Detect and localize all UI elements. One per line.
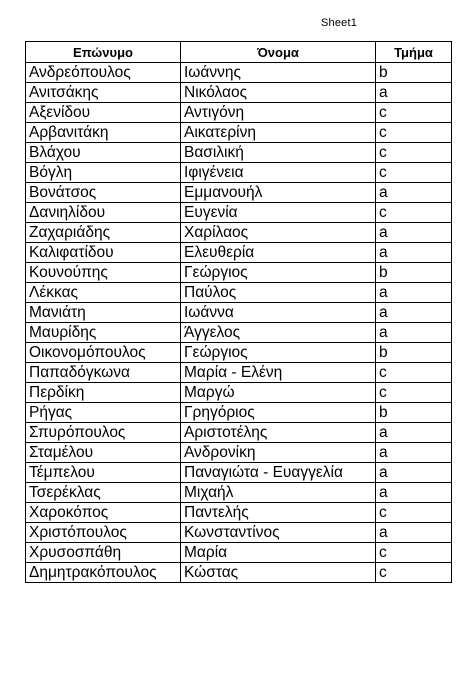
surname-cell: Λέκκας bbox=[26, 283, 181, 303]
first-name-cell: Νικόλαος bbox=[181, 83, 376, 103]
table-row bbox=[26, 323, 452, 343]
class-cell: c bbox=[376, 383, 452, 403]
table-row bbox=[26, 343, 452, 363]
class-cell: a bbox=[376, 283, 452, 303]
surname-cell: Ανδρεόπουλος bbox=[26, 63, 181, 83]
surname-cell: Ζαχαριάδης bbox=[26, 223, 181, 243]
first-name-cell: Ιωάννα bbox=[181, 303, 376, 323]
table-row bbox=[26, 183, 452, 203]
class-cell: a bbox=[376, 243, 452, 263]
table-row bbox=[26, 243, 452, 263]
table-row bbox=[26, 303, 452, 323]
surname-cell: Βόγλη bbox=[26, 163, 181, 183]
first-name-cell: Ελευθερία bbox=[181, 243, 376, 263]
surname-cell: Αρβανιτάκη bbox=[26, 123, 181, 143]
first-name-cell: Ιφιγένεια bbox=[181, 163, 376, 183]
surname-cell: Μανιάτη bbox=[26, 303, 181, 323]
table-body bbox=[26, 63, 452, 583]
surname-cell: Σπυρόπουλος bbox=[26, 423, 181, 443]
table-row bbox=[26, 443, 452, 463]
class-cell: a bbox=[376, 223, 452, 243]
table-row bbox=[26, 83, 452, 103]
first-name-cell: Παντελής bbox=[181, 503, 376, 523]
table-row bbox=[26, 223, 452, 243]
class-cell: a bbox=[376, 423, 452, 443]
surname-cell: Αξενίδου bbox=[26, 103, 181, 123]
table-row bbox=[26, 283, 452, 303]
class-cell: a bbox=[376, 323, 452, 343]
first-name-cell: Ιωάννης bbox=[181, 63, 376, 83]
first-name-cell: Κώστας bbox=[181, 563, 376, 583]
class-cell: a bbox=[376, 183, 452, 203]
table-row bbox=[26, 63, 452, 83]
table-row bbox=[26, 543, 452, 563]
table-row bbox=[26, 483, 452, 503]
surname-cell: Χρυσοσπάθη bbox=[26, 543, 181, 563]
column-header-surname: Επώνυμο bbox=[26, 42, 181, 63]
class-cell: c bbox=[376, 503, 452, 523]
class-cell: c bbox=[376, 163, 452, 183]
first-name-cell: Γεώργιος bbox=[181, 263, 376, 283]
table-row bbox=[26, 103, 452, 123]
table-row bbox=[26, 363, 452, 383]
first-name-cell: Αριστοτέλης bbox=[181, 423, 376, 443]
first-name-cell: Κωνσταντίνος bbox=[181, 523, 376, 543]
class-cell: a bbox=[376, 483, 452, 503]
surname-cell: Τσερέκλας bbox=[26, 483, 181, 503]
class-cell: c bbox=[376, 143, 452, 163]
class-cell: a bbox=[376, 303, 452, 323]
table-row bbox=[26, 163, 452, 183]
table-row bbox=[26, 143, 452, 163]
first-name-cell: Παναγιώτα - Ευαγγελία bbox=[181, 463, 376, 483]
table-row bbox=[26, 203, 452, 223]
table-row bbox=[26, 563, 452, 583]
class-cell: b bbox=[376, 403, 452, 423]
surname-cell: Περδίκη bbox=[26, 383, 181, 403]
first-name-cell: Άγγελος bbox=[181, 323, 376, 343]
first-name-cell: Αντιγόνη bbox=[181, 103, 376, 123]
surname-cell: Δανιηλίδου bbox=[26, 203, 181, 223]
sheet-title: Sheet1 bbox=[321, 17, 358, 29]
surname-cell: Ανιτσάκης bbox=[26, 83, 181, 103]
class-cell: a bbox=[376, 83, 452, 103]
surname-cell: Βλάχου bbox=[26, 143, 181, 163]
class-cell: c bbox=[376, 103, 452, 123]
first-name-cell: Ευγενία bbox=[181, 203, 376, 223]
surname-cell: Ρήγας bbox=[26, 403, 181, 423]
first-name-cell: Χαρίλαος bbox=[181, 223, 376, 243]
surname-cell: Καλιφατίδου bbox=[26, 243, 181, 263]
class-cell: c bbox=[376, 123, 452, 143]
first-name-cell: Γρηγόριος bbox=[181, 403, 376, 423]
class-cell: b bbox=[376, 263, 452, 283]
first-name-cell: Μαρία bbox=[181, 543, 376, 563]
surname-cell: Κουνούπης bbox=[26, 263, 181, 283]
surname-cell: Σταμέλου bbox=[26, 443, 181, 463]
class-cell: c bbox=[376, 363, 452, 383]
table-row bbox=[26, 123, 452, 143]
surname-cell: Παπαδόγκωνα bbox=[26, 363, 181, 383]
table-row bbox=[26, 263, 452, 283]
surname-cell: Βονάτσος bbox=[26, 183, 181, 203]
class-cell: c bbox=[376, 543, 452, 563]
first-name-cell: Μαρία - Ελένη bbox=[181, 363, 376, 383]
surname-cell: Χαροκόπος bbox=[26, 503, 181, 523]
class-cell: c bbox=[376, 203, 452, 223]
table-row bbox=[26, 423, 452, 443]
column-header-class: Τμήμα bbox=[376, 42, 452, 63]
first-name-cell: Παύλος bbox=[181, 283, 376, 303]
surname-cell: Μαυρίδης bbox=[26, 323, 181, 343]
class-cell: b bbox=[376, 343, 452, 363]
column-header-first-name: Όνομα bbox=[181, 42, 376, 63]
class-cell: c bbox=[376, 563, 452, 583]
class-cell: b bbox=[376, 63, 452, 83]
student-table bbox=[25, 41, 452, 583]
table-row bbox=[26, 463, 452, 483]
first-name-cell: Γεώργιος bbox=[181, 343, 376, 363]
first-name-cell: Αικατερίνη bbox=[181, 123, 376, 143]
class-cell: a bbox=[376, 523, 452, 543]
table-row bbox=[26, 523, 452, 543]
table-header-row bbox=[26, 42, 452, 63]
first-name-cell: Μαργώ bbox=[181, 383, 376, 403]
table-row bbox=[26, 403, 452, 423]
first-name-cell: Ανδρονίκη bbox=[181, 443, 376, 463]
surname-cell: Δημητρακόπουλος bbox=[26, 563, 181, 583]
table-row bbox=[26, 383, 452, 403]
class-cell: a bbox=[376, 463, 452, 483]
surname-cell: Οικονομόπουλος bbox=[26, 343, 181, 363]
first-name-cell: Εμμανουήλ bbox=[181, 183, 376, 203]
first-name-cell: Βασιλική bbox=[181, 143, 376, 163]
surname-cell: Χριστόπουλος bbox=[26, 523, 181, 543]
table-row bbox=[26, 503, 452, 523]
surname-cell: Τέμπελου bbox=[26, 463, 181, 483]
first-name-cell: Μιχαήλ bbox=[181, 483, 376, 503]
class-cell: a bbox=[376, 443, 452, 463]
